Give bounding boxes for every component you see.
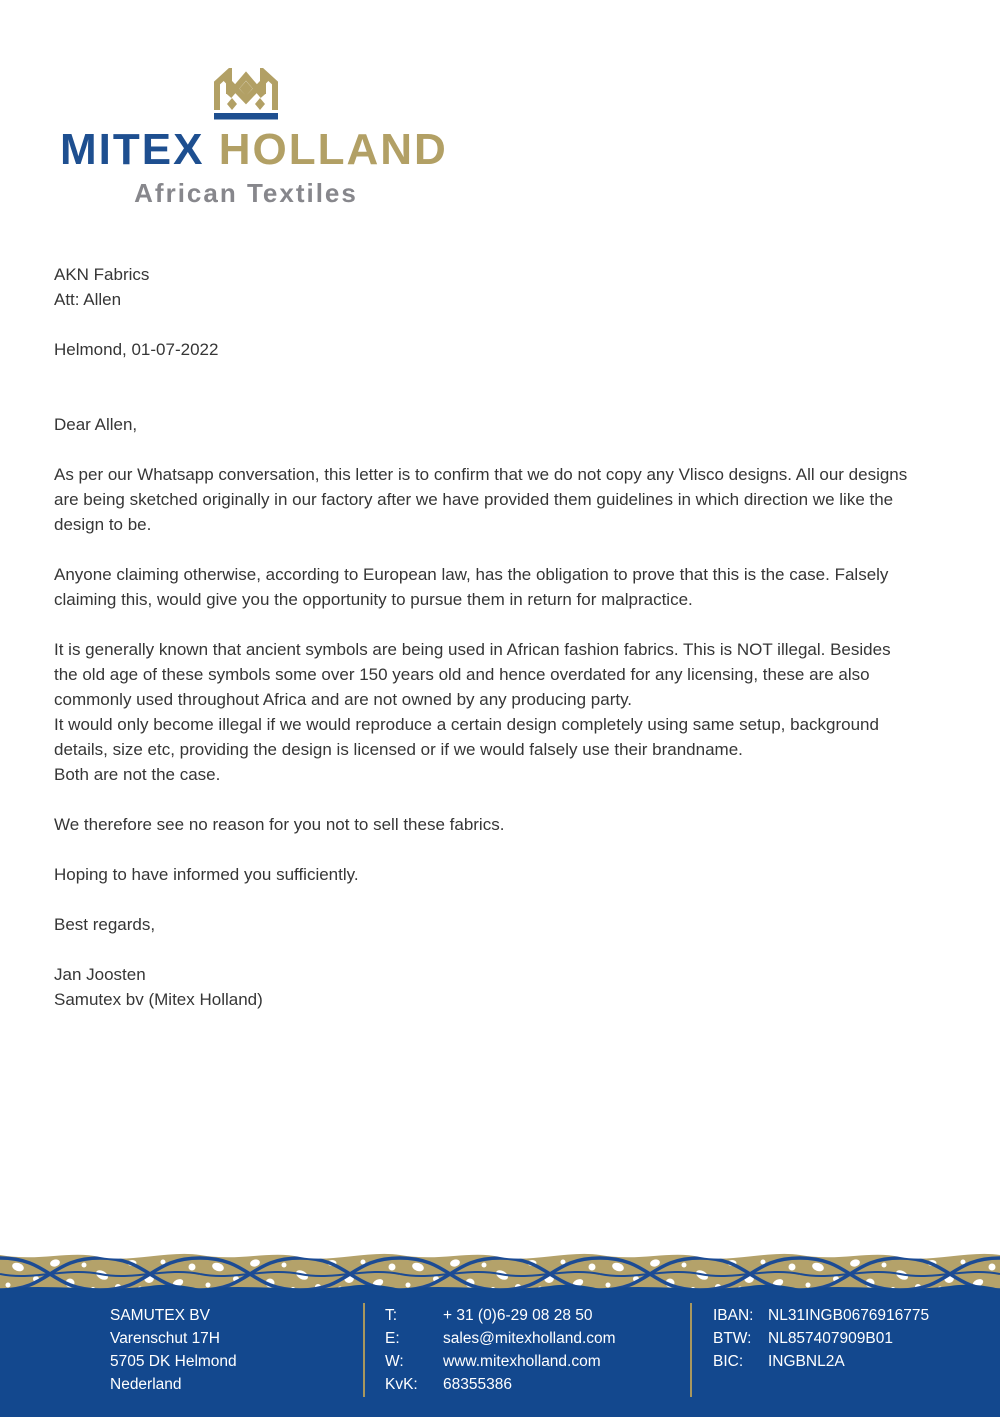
footer-divider <box>363 1303 365 1397</box>
brand-tagline: African Textiles <box>134 178 358 208</box>
footer-bank <box>713 1304 929 1373</box>
brand-name-holland: HOLLAND <box>218 125 448 174</box>
salutation: Dear Allen, <box>54 415 138 434</box>
dateline: Helmond, 01-07-2022 <box>54 340 219 359</box>
footer-email-label: E: <box>385 1330 400 1347</box>
footer-kvk-value: 68355386 <box>443 1376 512 1393</box>
footer-street: Varenschut 17H <box>110 1330 220 1347</box>
paragraph-1: As per our Whatsapp conversation, this letter is to confirm that we do not copy any Vlisco designs. All our designs are being sketched originally in our factory after we have provided them guidelines in which direction we like the design to be. <box>54 465 908 534</box>
footer-iban-row <box>713 1304 929 1327</box>
footer-company: SAMUTEX BV <box>110 1307 210 1324</box>
footer-contact <box>385 1304 616 1396</box>
footer-email-value: sales@mitexholland.com <box>443 1330 616 1347</box>
recipient-attention: Att: Allen <box>54 290 122 309</box>
footer-kvk-row <box>385 1373 616 1396</box>
footer-postal-city: 5705 DK Helmond <box>110 1353 237 1370</box>
paragraph-3a: It is generally known that ancient symbols are being used in African fashion fabrics. This is NOT illegal. Besides the old age of these symbols some over 150 years old and hence overdated for any licensing, these are also commonly used throughout Africa and are not owned by any producing party. <box>54 640 891 709</box>
footer-btw-label: BTW: <box>713 1330 752 1347</box>
signature-company: Samutex bv (Mitex Holland) <box>54 990 263 1009</box>
footer-phone-label: T: <box>385 1307 398 1324</box>
footer-phone-value: + 31 (0)6-29 08 28 50 <box>443 1307 593 1324</box>
paragraph-3c: Both are not the case. <box>54 765 221 784</box>
footer-iban-label: IBAN: <box>713 1307 754 1324</box>
paragraph-4: We therefore see no reason for you not to sell these fabrics. <box>54 815 505 834</box>
closing: Best regards, <box>54 915 156 934</box>
footer-website-label: W: <box>385 1353 404 1370</box>
african-pattern-band <box>0 1253 1000 1295</box>
footer-kvk-label: KvK: <box>385 1376 418 1393</box>
footer-country: Nederland <box>110 1376 182 1393</box>
footer-iban-value: NL31INGB0676916775 <box>768 1307 930 1324</box>
paragraph-3b: It would only become illegal if we would reproduce a certain design completely using same setup, background details, size etc, providing the design is licensed or if we would falsely use their brandname. <box>54 715 879 759</box>
recipient-company: AKN Fabrics <box>54 265 150 284</box>
footer-bic-label: BIC: <box>713 1353 744 1370</box>
footer <box>0 1295 1000 1417</box>
footer-btw-row <box>713 1327 929 1350</box>
brand-name <box>60 125 448 174</box>
footer-bic-value: INGBNL2A <box>768 1353 845 1370</box>
footer-phone-row <box>385 1304 616 1327</box>
footer-bic-row <box>713 1350 929 1373</box>
footer-website-value: www.mitexholland.com <box>443 1353 601 1370</box>
brand-name-mitex: MITEX <box>60 125 205 174</box>
footer-address <box>110 1304 237 1396</box>
paragraph-5: Hoping to have informed you sufficiently. <box>54 865 359 884</box>
footer-website-row <box>385 1350 616 1373</box>
crown-icon <box>60 68 432 120</box>
footer-divider <box>690 1303 692 1397</box>
signature-name: Jan Joosten <box>54 965 146 984</box>
letter-body <box>54 262 916 1012</box>
footer-btw-value: NL857407909B01 <box>768 1330 893 1347</box>
footer-email-row <box>385 1327 616 1350</box>
letterhead <box>60 68 448 209</box>
paragraph-2: Anyone claiming otherwise, according to European law, has the obligation to prove that this is the case. Falsely claiming this, would give you the opportunity to pursue them in return for malpractice. <box>54 565 889 609</box>
